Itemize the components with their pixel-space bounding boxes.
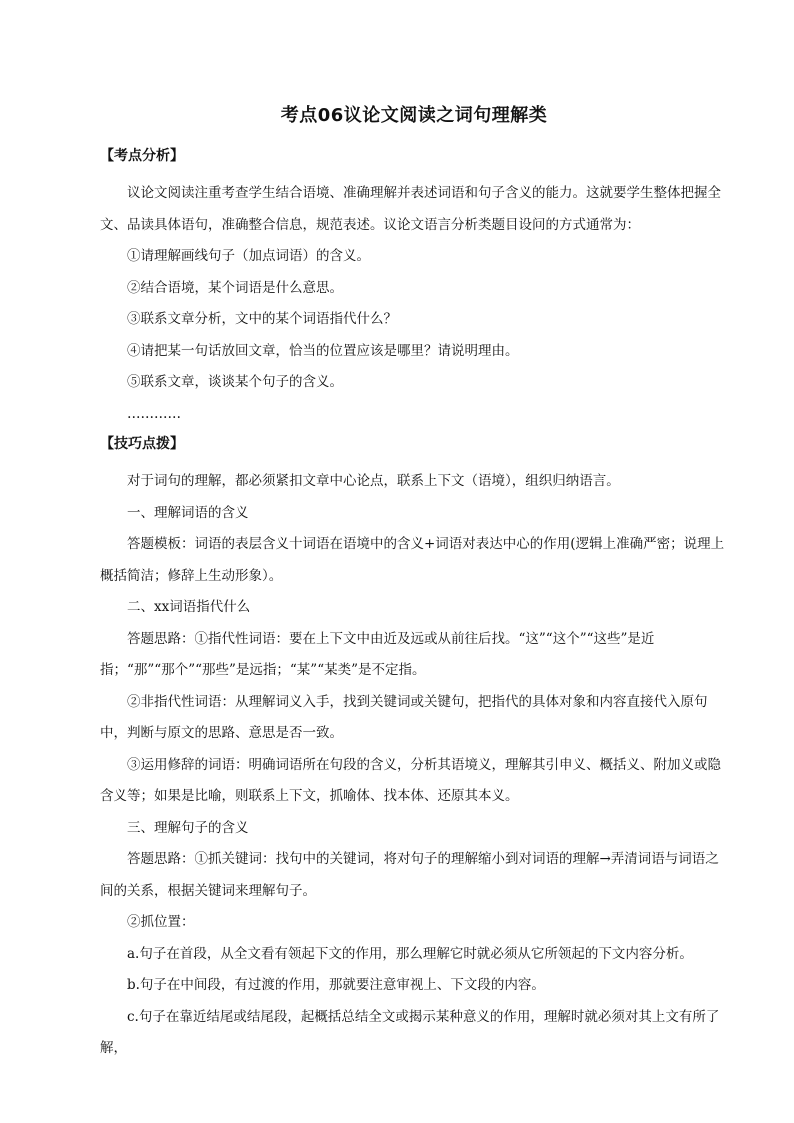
part-3-item-b: b.句子在中间段，有过渡的作用，那就要注意审视上、下文段的内容。	[127, 977, 545, 993]
analysis-item-3: ③联系文章分析，文中的某个词语指代什么？	[127, 311, 397, 327]
tips-intro: 对于词句的理解，都必须紧扣文章中心论点，联系上下文（语境），组织归纳语言。	[127, 473, 620, 489]
analysis-item-4: ④请把某一句话放回文章，恰当的位置应该是哪里？请说明理由。	[127, 342, 519, 359]
part-2-title: 二、xx词语指代什么	[127, 599, 251, 615]
part-2-text-3: ③运用修辞的词语：明确词语所在句段的含义，分析其语境义，理解其引申义、概括义、附加义或隐含义等；如果是比喻，则联系上下文，抓喻体、找本体、还原其本义。	[100, 756, 721, 804]
section-heading-tips: 【技巧点拨】	[100, 436, 184, 452]
analysis-ellipsis: …………	[127, 405, 181, 422]
part-1-text: 答题模板：词语的表层含义十词语在语境中的含义+词语对表达中心的作用(逻辑上准确严密；说理上概括简洁；修辞上生动形象）。	[100, 536, 725, 584]
part-3-text-1: 答题思路：①抓关键词：找句中的关键词，将对句子的理解缩小到对词语的理解→弄清词语与词语之间的关系，根据关键词来理解句子。	[100, 851, 719, 899]
part-3-item-c: c.句子在靠近结尾或结尾段，起概括总结全文或揭示某种意义的作用，理解时就必须对其上文有所了解，	[100, 1008, 720, 1056]
part-3-item-a: a.句子在首段，从全文看有领起下文的作用，那么理解它时就必须从它所领起的下文内容分析。	[127, 945, 693, 962]
section-heading-analysis: 【考点分析】	[100, 148, 184, 164]
part-1-title: 一、理解词语的含义	[127, 504, 249, 521]
analysis-item-2: ②结合语境，某个词语是什么意思。	[127, 279, 343, 296]
analysis-item-1: ①请理解画线句子（加点词语）的含义。	[127, 248, 370, 264]
part-2-text-1: 答题思路：①指代性词语：要在上下文中由近及远或从前往后找。“这”“这个”“这些”是近指；“那”“那个”“那些”是远指；“某”“某类”是不定指。	[100, 630, 655, 678]
part-2-text-2: ②非指代性词语：从理解词义入手，找到关键词或关键句，把指代的具体对象和内容直接代入原句中，判断与原文的思路、意思是否一致。	[100, 693, 708, 741]
part-3-title: 三、理解句子的含义	[127, 819, 249, 836]
analysis-item-5: ⑤联系文章，谈谈某个句子的含义。	[127, 374, 343, 390]
part-3-text-2: ②抓位置：	[127, 914, 195, 930]
analysis-intro: 议论文阅读注重考查学生结合语境、准确理解并表述词语和句子含义的能力。这就要学生整体把握全文、品读具体语句，准确整合信息，规范表述。议论文语言分析类题目设问的方式通常为：	[100, 185, 721, 233]
document-body	[100, 104, 728, 1065]
page-title: 考点06议论文阅读之词句理解类	[280, 105, 548, 126]
